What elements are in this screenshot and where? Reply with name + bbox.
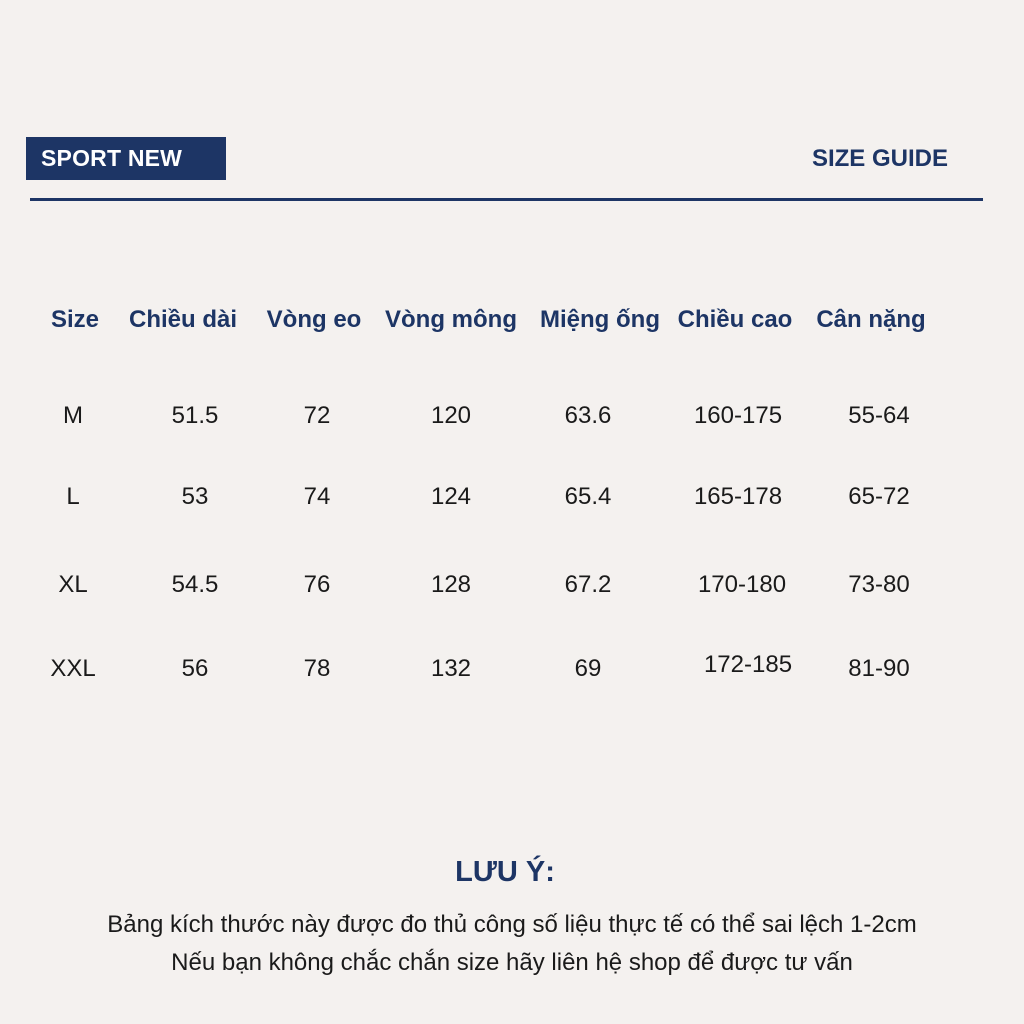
leg-opening-cell: 69 bbox=[574, 655, 602, 682]
note-line-contact: Nếu bạn không chắc chắn size hãy liên hệ shop để được tư vấn bbox=[171, 949, 853, 976]
brand-badge bbox=[26, 137, 226, 180]
length-cell: 56 bbox=[181, 655, 209, 682]
column-header-waist: Vòng eo bbox=[266, 306, 362, 333]
length-cell: 54.5 bbox=[171, 571, 219, 598]
column-header-length: Chiều dài bbox=[128, 306, 238, 333]
waist-cell: 78 bbox=[303, 655, 331, 682]
weight-cell: 81-90 bbox=[848, 655, 910, 682]
waist-cell: 72 bbox=[303, 402, 331, 429]
height-cell: 172-185 bbox=[703, 651, 793, 678]
size-cell: XXL bbox=[50, 655, 96, 682]
height-cell: 160-175 bbox=[693, 402, 783, 429]
size-guide-title: SIZE GUIDE bbox=[811, 145, 948, 172]
hip-cell: 124 bbox=[430, 483, 472, 510]
hip-cell: 132 bbox=[430, 655, 472, 682]
note-title: LƯU Ý: bbox=[455, 856, 555, 888]
height-cell: 170-180 bbox=[697, 571, 787, 598]
column-header-leg-opening: Miệng ống bbox=[540, 306, 660, 333]
size-cell: XL bbox=[58, 571, 88, 598]
weight-cell: 65-72 bbox=[848, 483, 910, 510]
leg-opening-cell: 67.2 bbox=[564, 571, 612, 598]
column-header-size: Size bbox=[50, 306, 100, 333]
leg-opening-cell: 65.4 bbox=[564, 483, 612, 510]
brand-name: SPORT NEW bbox=[41, 145, 183, 171]
leg-opening-cell: 63.6 bbox=[564, 402, 612, 429]
column-header-height: Chiều cao bbox=[677, 306, 793, 333]
column-header-hip: Vòng mông bbox=[385, 306, 517, 333]
length-cell: 53 bbox=[181, 483, 209, 510]
weight-cell: 73-80 bbox=[848, 571, 910, 598]
column-header-weight: Cân nặng bbox=[816, 306, 926, 333]
size-cell: M bbox=[63, 402, 83, 429]
header-divider bbox=[30, 198, 983, 201]
size-cell: L bbox=[66, 483, 80, 510]
hip-cell: 128 bbox=[430, 571, 472, 598]
length-cell: 51.5 bbox=[171, 402, 219, 429]
waist-cell: 76 bbox=[303, 571, 331, 598]
waist-cell: 74 bbox=[303, 483, 331, 510]
height-cell: 165-178 bbox=[693, 483, 783, 510]
weight-cell: 55-64 bbox=[848, 402, 910, 429]
hip-cell: 120 bbox=[430, 402, 472, 429]
note-line-accuracy: Bảng kích thước này được đo thủ công số liệu thực tế có thể sai lệch 1-2cm bbox=[107, 911, 917, 938]
